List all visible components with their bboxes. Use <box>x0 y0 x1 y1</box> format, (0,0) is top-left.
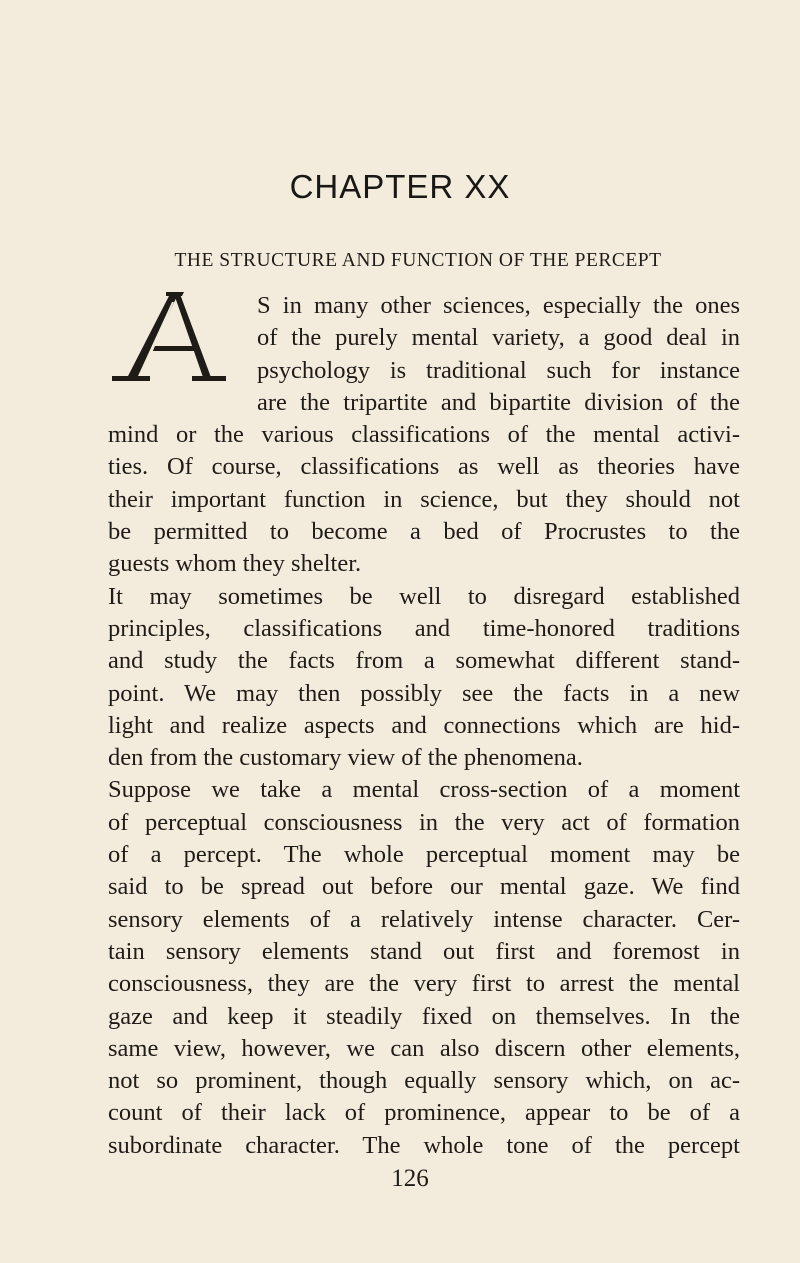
text-line: psychology is traditional such for instance <box>257 356 740 384</box>
text-line: gaze and keep it steadily fixed on themselves. In the <box>108 1002 740 1030</box>
text-line: sensory elements of a relatively intense character. Cer- <box>108 905 740 933</box>
text-line: and study the facts from a somewhat different stand- <box>108 647 740 675</box>
text-line: guests whom they shelter. <box>108 550 362 578</box>
text-line: subordinate character. The whole tone of the percept <box>108 1131 740 1159</box>
paragraph <box>108 290 740 581</box>
text-line: ties. Of course, classifications as well as theories have <box>108 453 740 481</box>
text-line: their important function in science, but they should not <box>108 485 740 513</box>
text-line: Suppose we take a mental cross-section of a moment <box>108 776 740 804</box>
text-line: not so prominent, though equally sensory which, on ac- <box>108 1067 740 1095</box>
body-text <box>108 290 740 1162</box>
text-line: are the tripartite and bipartite division of the <box>257 388 740 416</box>
chapter-heading: CHAPTER XX <box>289 168 511 205</box>
text-line: It may sometimes be well to disregard established <box>108 582 740 610</box>
text-line: of perceptual consciousness in the very act of formation <box>108 808 740 836</box>
text-line: consciousness, they are the very first to arrest the mental <box>108 970 740 998</box>
text-line: mind or the various classifications of the mental activi- <box>108 421 740 449</box>
page-number: 126 <box>391 1165 429 1192</box>
text-line: be permitted to become a bed of Procrustes to the <box>108 518 740 546</box>
text-line: same view, however, we can also discern other elements, <box>108 1034 740 1062</box>
text-line: den from the customary view of the phenomena. <box>108 744 583 772</box>
paragraph <box>108 774 740 1162</box>
text-line: count of their lack of prominence, appear to be of a <box>108 1099 740 1127</box>
text-line: of a percept. The whole perceptual moment may be <box>108 841 740 869</box>
section-title: THE STRUCTURE AND FUNCTION OF THE PERCEPT <box>174 250 662 271</box>
paragraph <box>108 581 740 775</box>
text-line: light and realize aspects and connections which are hid- <box>108 711 740 739</box>
text-line: S in many other sciences, especially the ones <box>257 292 740 319</box>
text-line: principles, classifications and time-honored traditions <box>108 614 740 642</box>
text-line: tain sensory elements stand out first and foremost in <box>108 937 740 965</box>
text-line: point. We may then possibly see the facts in a new <box>108 679 740 707</box>
text-line: said to be spread out before our mental gaze. We find <box>108 873 740 901</box>
text-line: of the purely mental variety, a good deal in <box>257 324 740 352</box>
